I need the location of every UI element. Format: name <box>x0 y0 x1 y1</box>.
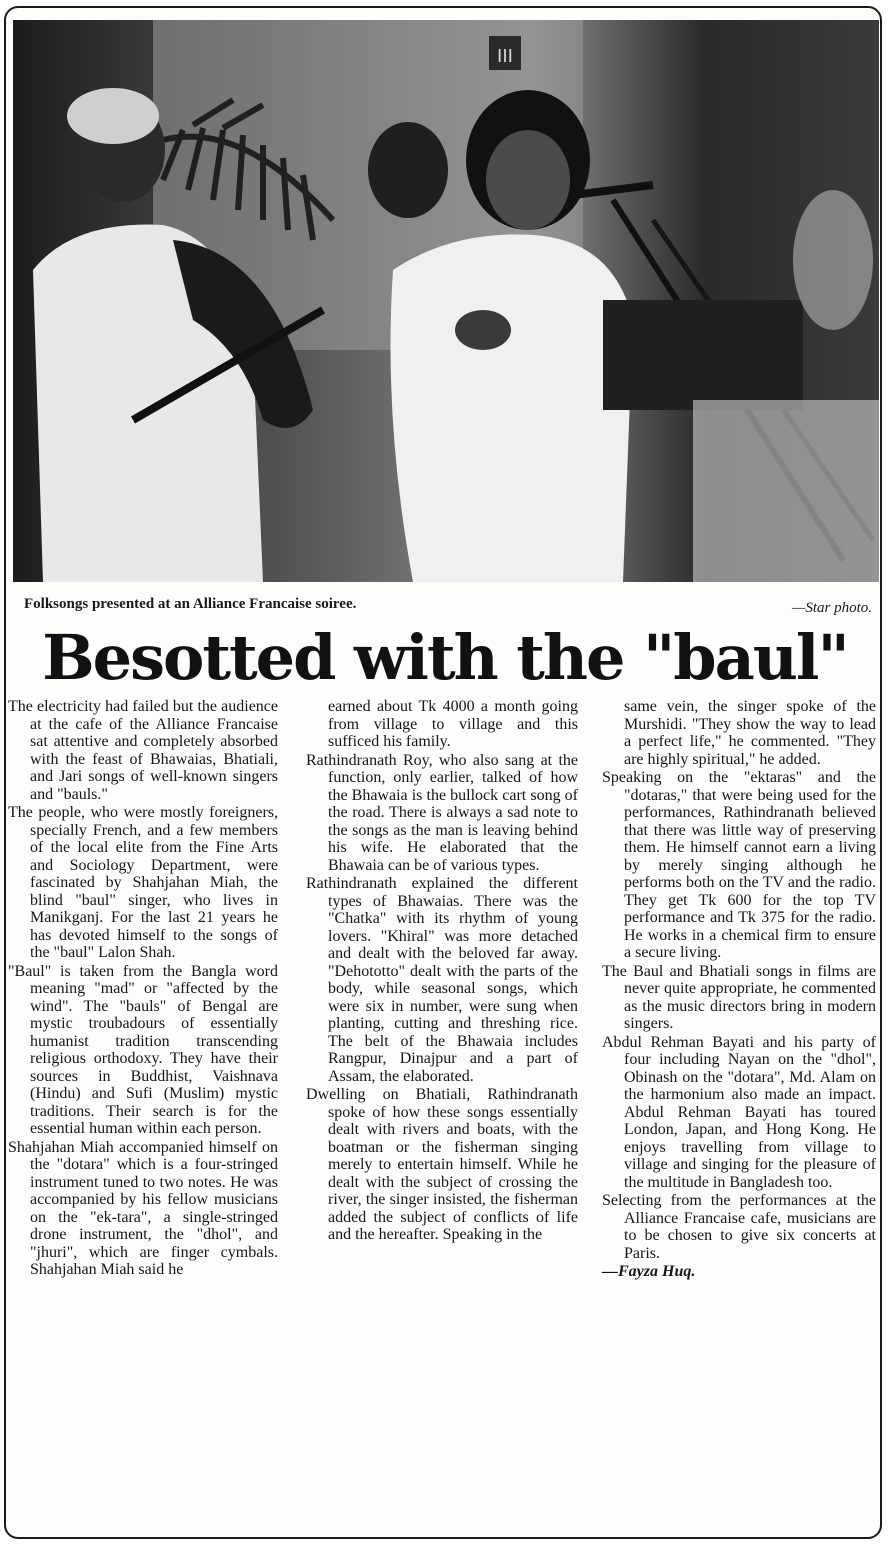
paragraph: The Baul and Bhatiali songs in films are never quite appropriate, he commented as the music directors bring in modern singers. <box>602 962 876 1032</box>
article-frame <box>4 6 882 1539</box>
article-column-1 <box>8 698 278 1280</box>
paragraph: Abdul Rehman Bayati and his party of four including Nayan on the "dhol", Obinash on the "dotara", Md. Alam on the harmonium also made an impact. Abdul Rehman Bayati has toured London, Japan, and Hong Kong. He enjoys travelling from village to village and singing for the pleasure of the multitude in Bangladesh too. <box>602 1033 876 1191</box>
paragraph: The electricity had failed but the audience at the cafe of the Alliance Francaise sat attentive and completely absorbed with the feast of Bhawaias, Bhatiali, and Jari songs of well-known singers and "bauls." <box>8 698 278 803</box>
author-byline: —Fayza Huq. <box>602 1263 696 1280</box>
article-column-3 <box>602 698 876 1282</box>
article-headline: Besotted with the "baul" <box>42 621 848 694</box>
paragraph: The people, who were mostly foreigners, specially French, and a few members of the local elite from the Fine Arts and Sociology Department, were fascinated by Shahjahan Miah, the blind "baul" singer, who lives in Manikganj. For the last 21 years he has devoted himself to the songs of the "baul" Lalon Shah. <box>8 804 278 961</box>
paragraph: earned about Tk 4000 a month going from village to village and this sufficed his family. <box>328 698 578 750</box>
paragraph: Speaking on the "ektaras" and the "dotaras," that were being used for the performances, Rathindranath believed that there was little way of preserving them. He himself cannot earn a living by merely singing although he performs both on the TV and the radio. They get Tk 600 for the top TV performance and Tk 375 for the radio. He works in a chemical firm to ensure a secure living. <box>602 769 876 961</box>
paragraph: Selecting from the performances at the Alliance Francaise cafe, musicians are to be chosen to give six concerts at Paris. <box>602 1192 876 1262</box>
caption-text: Folksongs presented at an Alliance Francaise soiree. <box>24 596 357 612</box>
paragraph: "Baul" is taken from the Bangla word meaning "mad" or "affected by the wind". The "bauls" of Bengal are mystic troubadours of essentially humanist tradition transcending religious orthodoxy. They have their sources in Buddhist, Vaishnava (Hindu) and Sufi (Muslim) mystic traditions. Their search is for the essential human within each person. <box>8 962 278 1137</box>
paragraph: Rathindranath Roy, who also sang at the function, only earlier, talked of how the Bhawaia is the bullock cart song of the road. There is always a sad note to the songs as the man is leaving behind his wife. He elaborated that the Bhawaia can be of various types. <box>306 751 578 874</box>
paragraph: Dwelling on Bhatiali, Rathindranath spoke of how these songs essentially dealt with rivers and boats, with the boatman or the fisherman singing merely to entertain himself. While he dealt with the subject of crossing the river, the singer insisted, the fisherman added the subject of conflicts of life and the hereafter. Speaking in the <box>306 1086 578 1243</box>
paragraph: Rathindranath explained the different types of Bhawaias. There was the "Chatka" with its rhythm of young lovers. "Khiral" was more detached and dealt with the beloved far away. "Dehototto" dealt with the parts of the body, while seasonal songs, which were six in number, were sung when planting, cutting and threshing rice. The belt of the Bhawaia includes Rangpur, Dinajpur and a part of Assam, the elaborated. <box>306 875 578 1085</box>
photo-caption <box>20 594 872 618</box>
photo-image <box>13 20 879 582</box>
photo-credit: —Star photo. <box>791 600 872 616</box>
paragraph: same vein, the singer spoke of the Murshidi. "They show the way to lead a perfect life," he commented. "They are highly spiritual," he added. <box>624 698 876 768</box>
photo-folksong-performance <box>13 20 879 582</box>
paragraph: Shahjahan Miah accompanied himself on the "dotara" which is a four-stringed instrument tuned to two notes. He was accompanied by his fellow musicians on the "ek-tara", a single-stringed drone instrument, the "dhol", and "jhuri", which are finger cymbals. Shahjahan Miah said he <box>8 1138 278 1278</box>
wall-sign: III <box>497 46 513 67</box>
article-column-2 <box>306 698 578 1245</box>
